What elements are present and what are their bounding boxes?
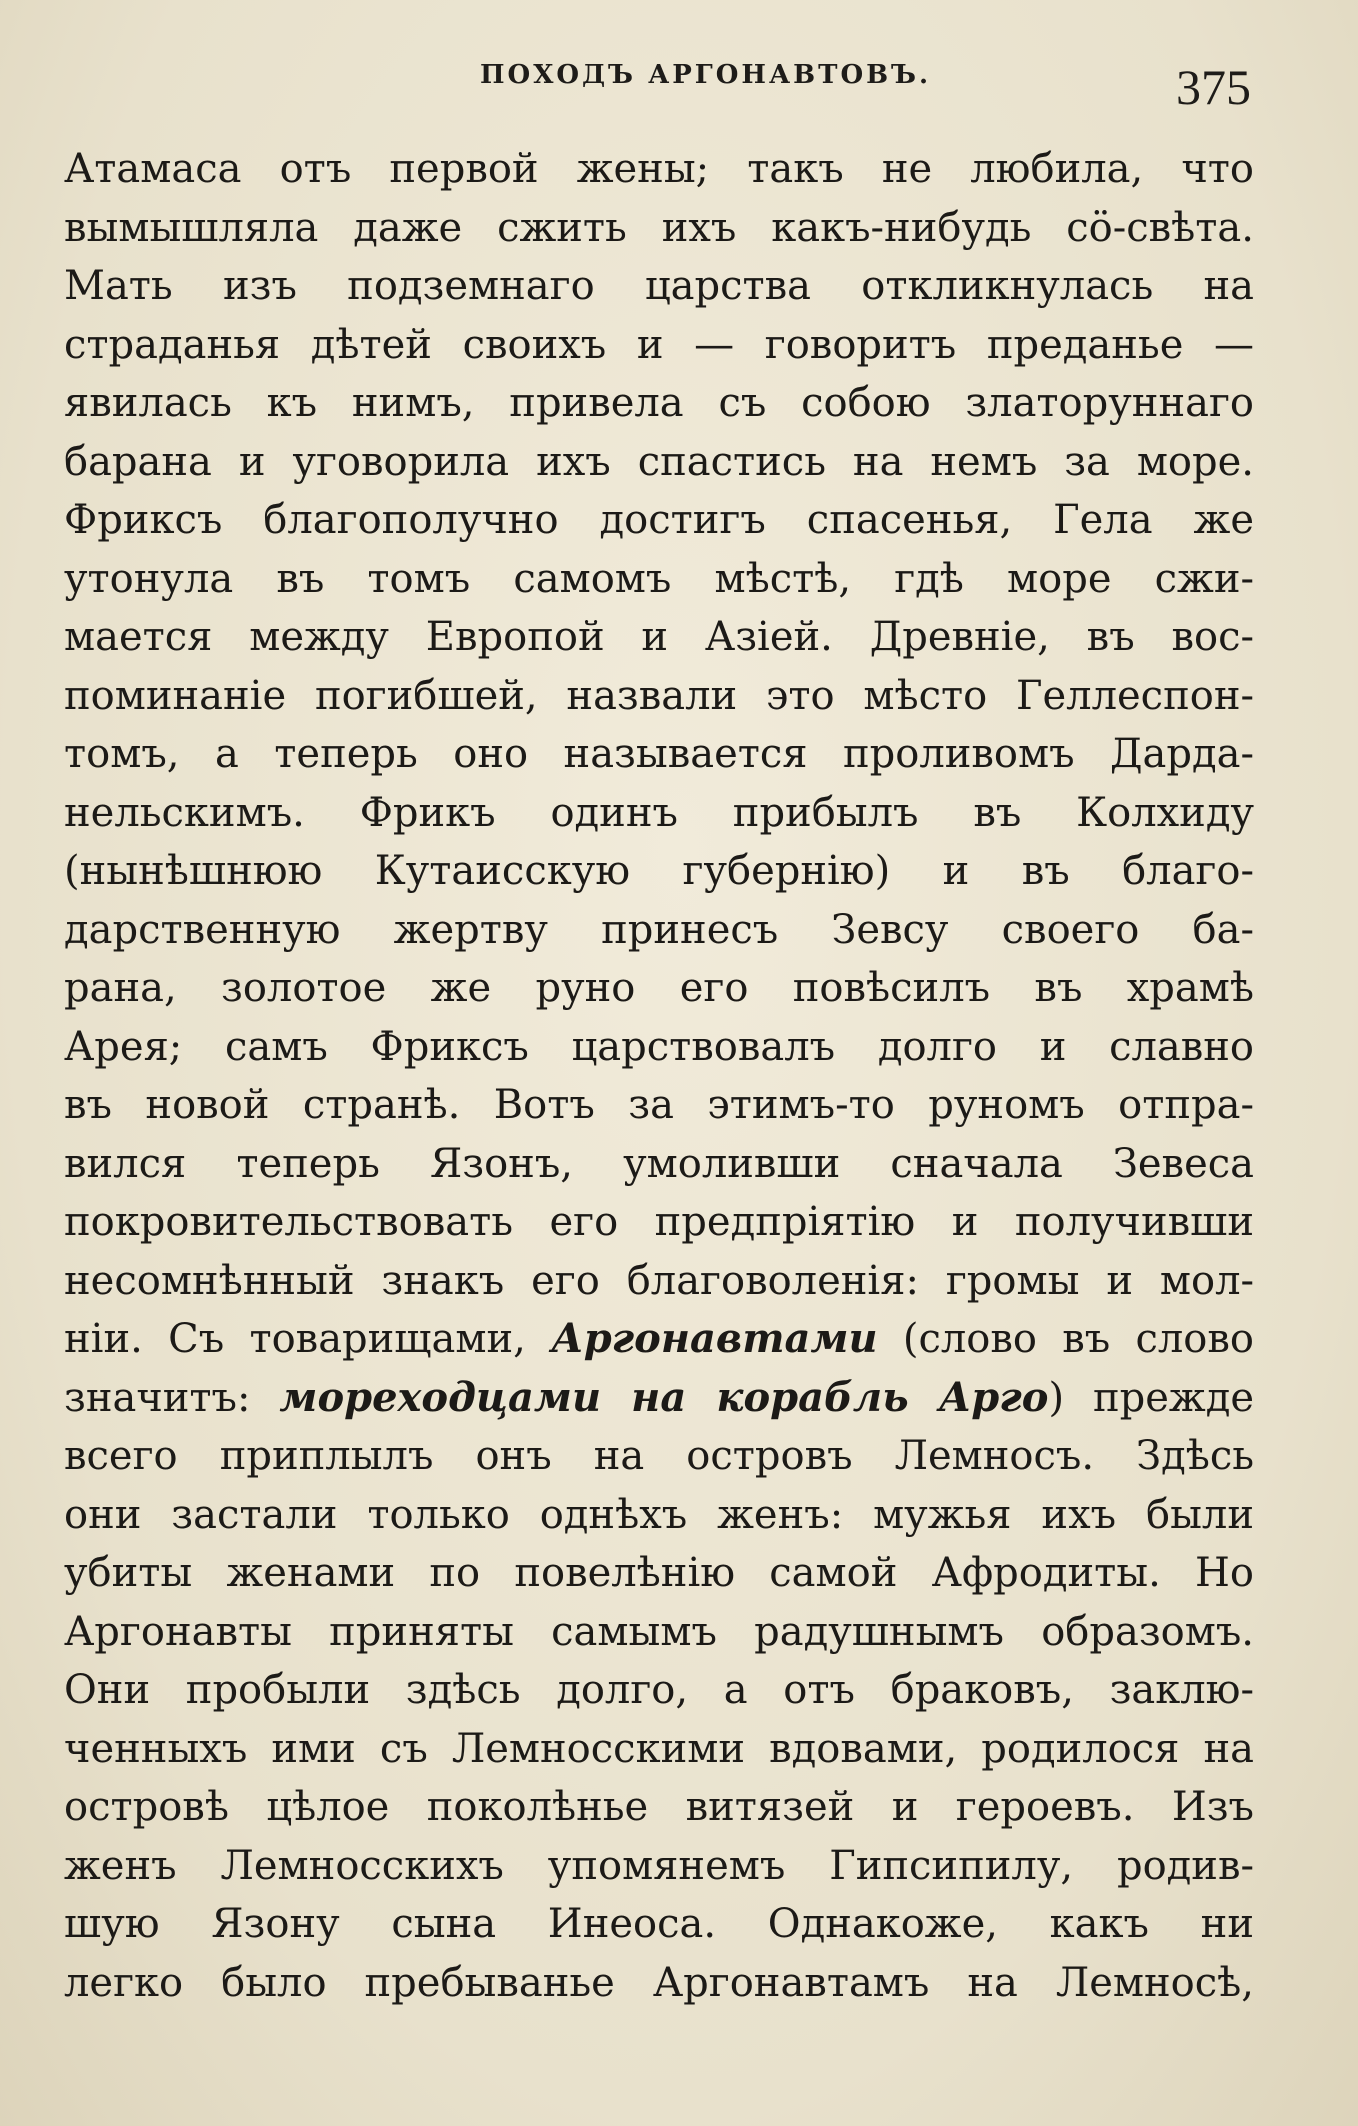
text-line: утонула въ томъ самомъ мѣстѣ, гдѣ море сжи-	[64, 555, 1254, 602]
text-line: томъ, а теперь оно называется проливомъ Дарда-	[64, 731, 1254, 777]
text-line: всего приплылъ онъ на островъ Лемносъ. Здѣсь	[64, 1433, 1254, 1479]
text-line: Они пробыли здѣсь долго, а отъ браковъ, заклю-	[64, 1667, 1254, 1713]
text-line: рана, золотое же руно его повѣсилъ въ храмѣ	[64, 965, 1254, 1011]
text-line: вился теперь Язонъ, умоливши сначала Зевеса	[64, 1140, 1254, 1187]
text-line: шую Язону сына Инеоса. Однакоже, какъ ни	[64, 1901, 1254, 1947]
text-line: поминанiе погибшей, назвали это мѣсто Геллеспон-	[64, 672, 1254, 719]
body-text	[64, 140, 1254, 2012]
text-line: Аргонавты приняты самымъ радушнымъ образомъ.	[64, 1608, 1254, 1655]
text-line: убиты женами по повелѣнiю самой Афродиты. Но	[64, 1550, 1254, 1596]
running-head: ПОХОДЪ АРГОНАВТОВЪ.	[480, 60, 931, 90]
text-line: нiи. Съ товарищами, Аргонавтами (слово въ слово	[64, 1315, 1254, 1362]
text-line: мается между Европой и Азiей. Древнiе, въ вос-	[64, 614, 1254, 660]
italic-term: мореходцами на корабль Арго	[279, 1373, 1049, 1421]
text-line: въ новой странѣ. Вотъ за этимъ-то руномъ отпра-	[64, 1082, 1254, 1128]
page-number: 375	[1176, 59, 1251, 115]
text-line: страданья дѣтей своихъ и — говоритъ преданье —	[64, 321, 1254, 368]
text-line: несомнѣнный знакъ его благоволенiя: громы и мол-	[64, 1257, 1254, 1304]
text-line: Мать изъ подземнаго царства откликнулась на	[64, 263, 1254, 309]
text-line: островѣ цѣлое поколѣнье витязей и героевъ. Изъ	[64, 1784, 1254, 1830]
text-line: покровительствовать его предпрiятiю и получивши	[64, 1199, 1254, 1245]
text-line: женъ Лемносскихъ упомянемъ Гипсипилу, родив-	[64, 1842, 1254, 1889]
text-line: Арея; самъ Фриксъ царствовалъ долго и славно	[64, 1023, 1254, 1070]
text-line: вымышляла даже сжить ихъ какъ-нибудь сö-свѣта.	[64, 204, 1254, 251]
text-line: Фриксъ благополучно достигъ спасенья, Гела же	[64, 497, 1254, 543]
text-line: Атамаса отъ первой жены; такъ не любила, что	[64, 146, 1254, 192]
text-line: они застали только однѣхъ женъ: мужья ихъ были	[64, 1491, 1254, 1538]
text-line: ченныхъ ими съ Лемносскими вдовами, родилося на	[64, 1725, 1254, 1772]
text-line: дарственную жертву принесъ Зевсу своего ба-	[64, 906, 1254, 953]
text-line: нельскимъ. Фрикъ одинъ прибылъ въ Колхиду	[64, 789, 1254, 836]
text-line: значитъ: мореходцами на корабль Арго) прежде	[64, 1373, 1255, 1421]
text-line: барана и уговорила ихъ спастись на немъ за море.	[64, 438, 1254, 485]
text-line: явилась къ нимъ, привела съ собою златоруннаго	[64, 380, 1254, 426]
text-line: легко было пребыванье Аргонавтамъ на Лемносѣ,	[64, 1959, 1254, 2006]
text-line: (нынѣшнюю Кутаисскую губернiю) и въ благо-	[64, 848, 1254, 894]
italic-term: Аргонавтами	[551, 1315, 878, 1362]
